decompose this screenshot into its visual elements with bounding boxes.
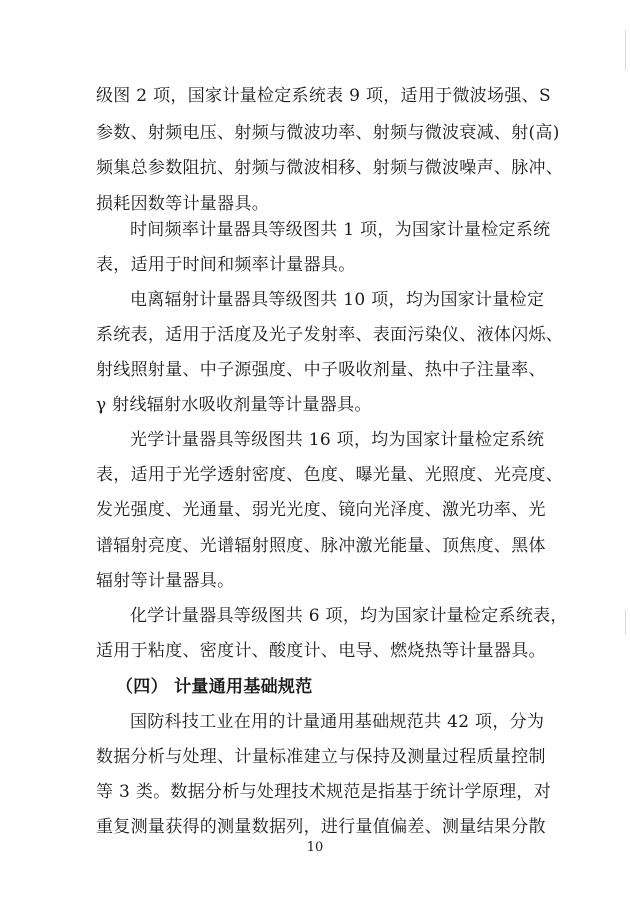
body-text-line: 光学计量器具等级图共 16 项，均为国家计量检定系统	[130, 430, 545, 450]
scan-edge-mark	[625, 30, 626, 70]
body-text-line: 适用于粘度、密度计、酸度计、电导、燃烧热等计量器具。	[96, 641, 546, 661]
body-text-line: 发光强度、光通量、弱光光度、镜向光泽度、激光功率、光	[96, 500, 546, 520]
body-text-line: 谱辐射亮度、光谱辐射照度、脉冲激光能量、顶焦度、黑体	[96, 536, 546, 556]
section-heading: （四） 计量通用基础规范	[116, 677, 313, 697]
body-text-line: 表，适用于时间和频率计量器具。	[96, 255, 356, 275]
body-text-line: 级图 2 项，国家计量检定系统表 9 项，适用于微波场强、S	[96, 86, 551, 106]
page-number: 10	[306, 840, 324, 855]
body-text-line: 重复测量获得的测量数据列，进行量值偏差、测量结果分散	[96, 817, 546, 837]
body-text-line: 表，适用于光学透射密度、色度、曝光量、光照度、光亮度、	[96, 465, 564, 485]
body-text-line: 化学计量器具等级图共 6 项，均为国家计量检定系统表，	[130, 606, 568, 626]
scan-edge-mark	[625, 610, 626, 635]
body-text-line: 时间频率计量器具等级图共 1 项，为国家计量检定系统	[130, 220, 551, 240]
body-text-line: 频集总参数阻抗、射频与微波相移、射频与微波噪声、脉冲、	[96, 158, 564, 178]
body-text-line: 系统表，适用于活度及光子发射率、表面污染仪、液体闪烁、	[96, 325, 564, 345]
body-text-line: γ 射线辐射水吸收剂量等计量器具。	[96, 395, 372, 415]
body-text-line: 数据分析与处理、计量标准建立与保持及测量过程质量控制	[96, 747, 546, 767]
body-text-line: 参数、射频电压、射频与微波功率、射频与微波衰减、射(高)	[96, 123, 560, 143]
body-text-line: 国防科技工业在用的计量通用基础规范共 42 项，分为	[130, 712, 545, 732]
body-text-line: 射线照射量、中子源强度、中子吸收剂量、热中子注量率、	[96, 360, 546, 380]
body-text-line: 辐射等计量器具。	[96, 571, 235, 591]
body-text-line: 电离辐射计量器具等级图共 10 项，均为国家计量检定	[130, 290, 545, 310]
body-text-line: 损耗因数等计量器具。	[96, 194, 269, 214]
body-text-line: 等 3 类。数据分析与处理技术规范是指基于统计学原理，对	[96, 782, 552, 802]
